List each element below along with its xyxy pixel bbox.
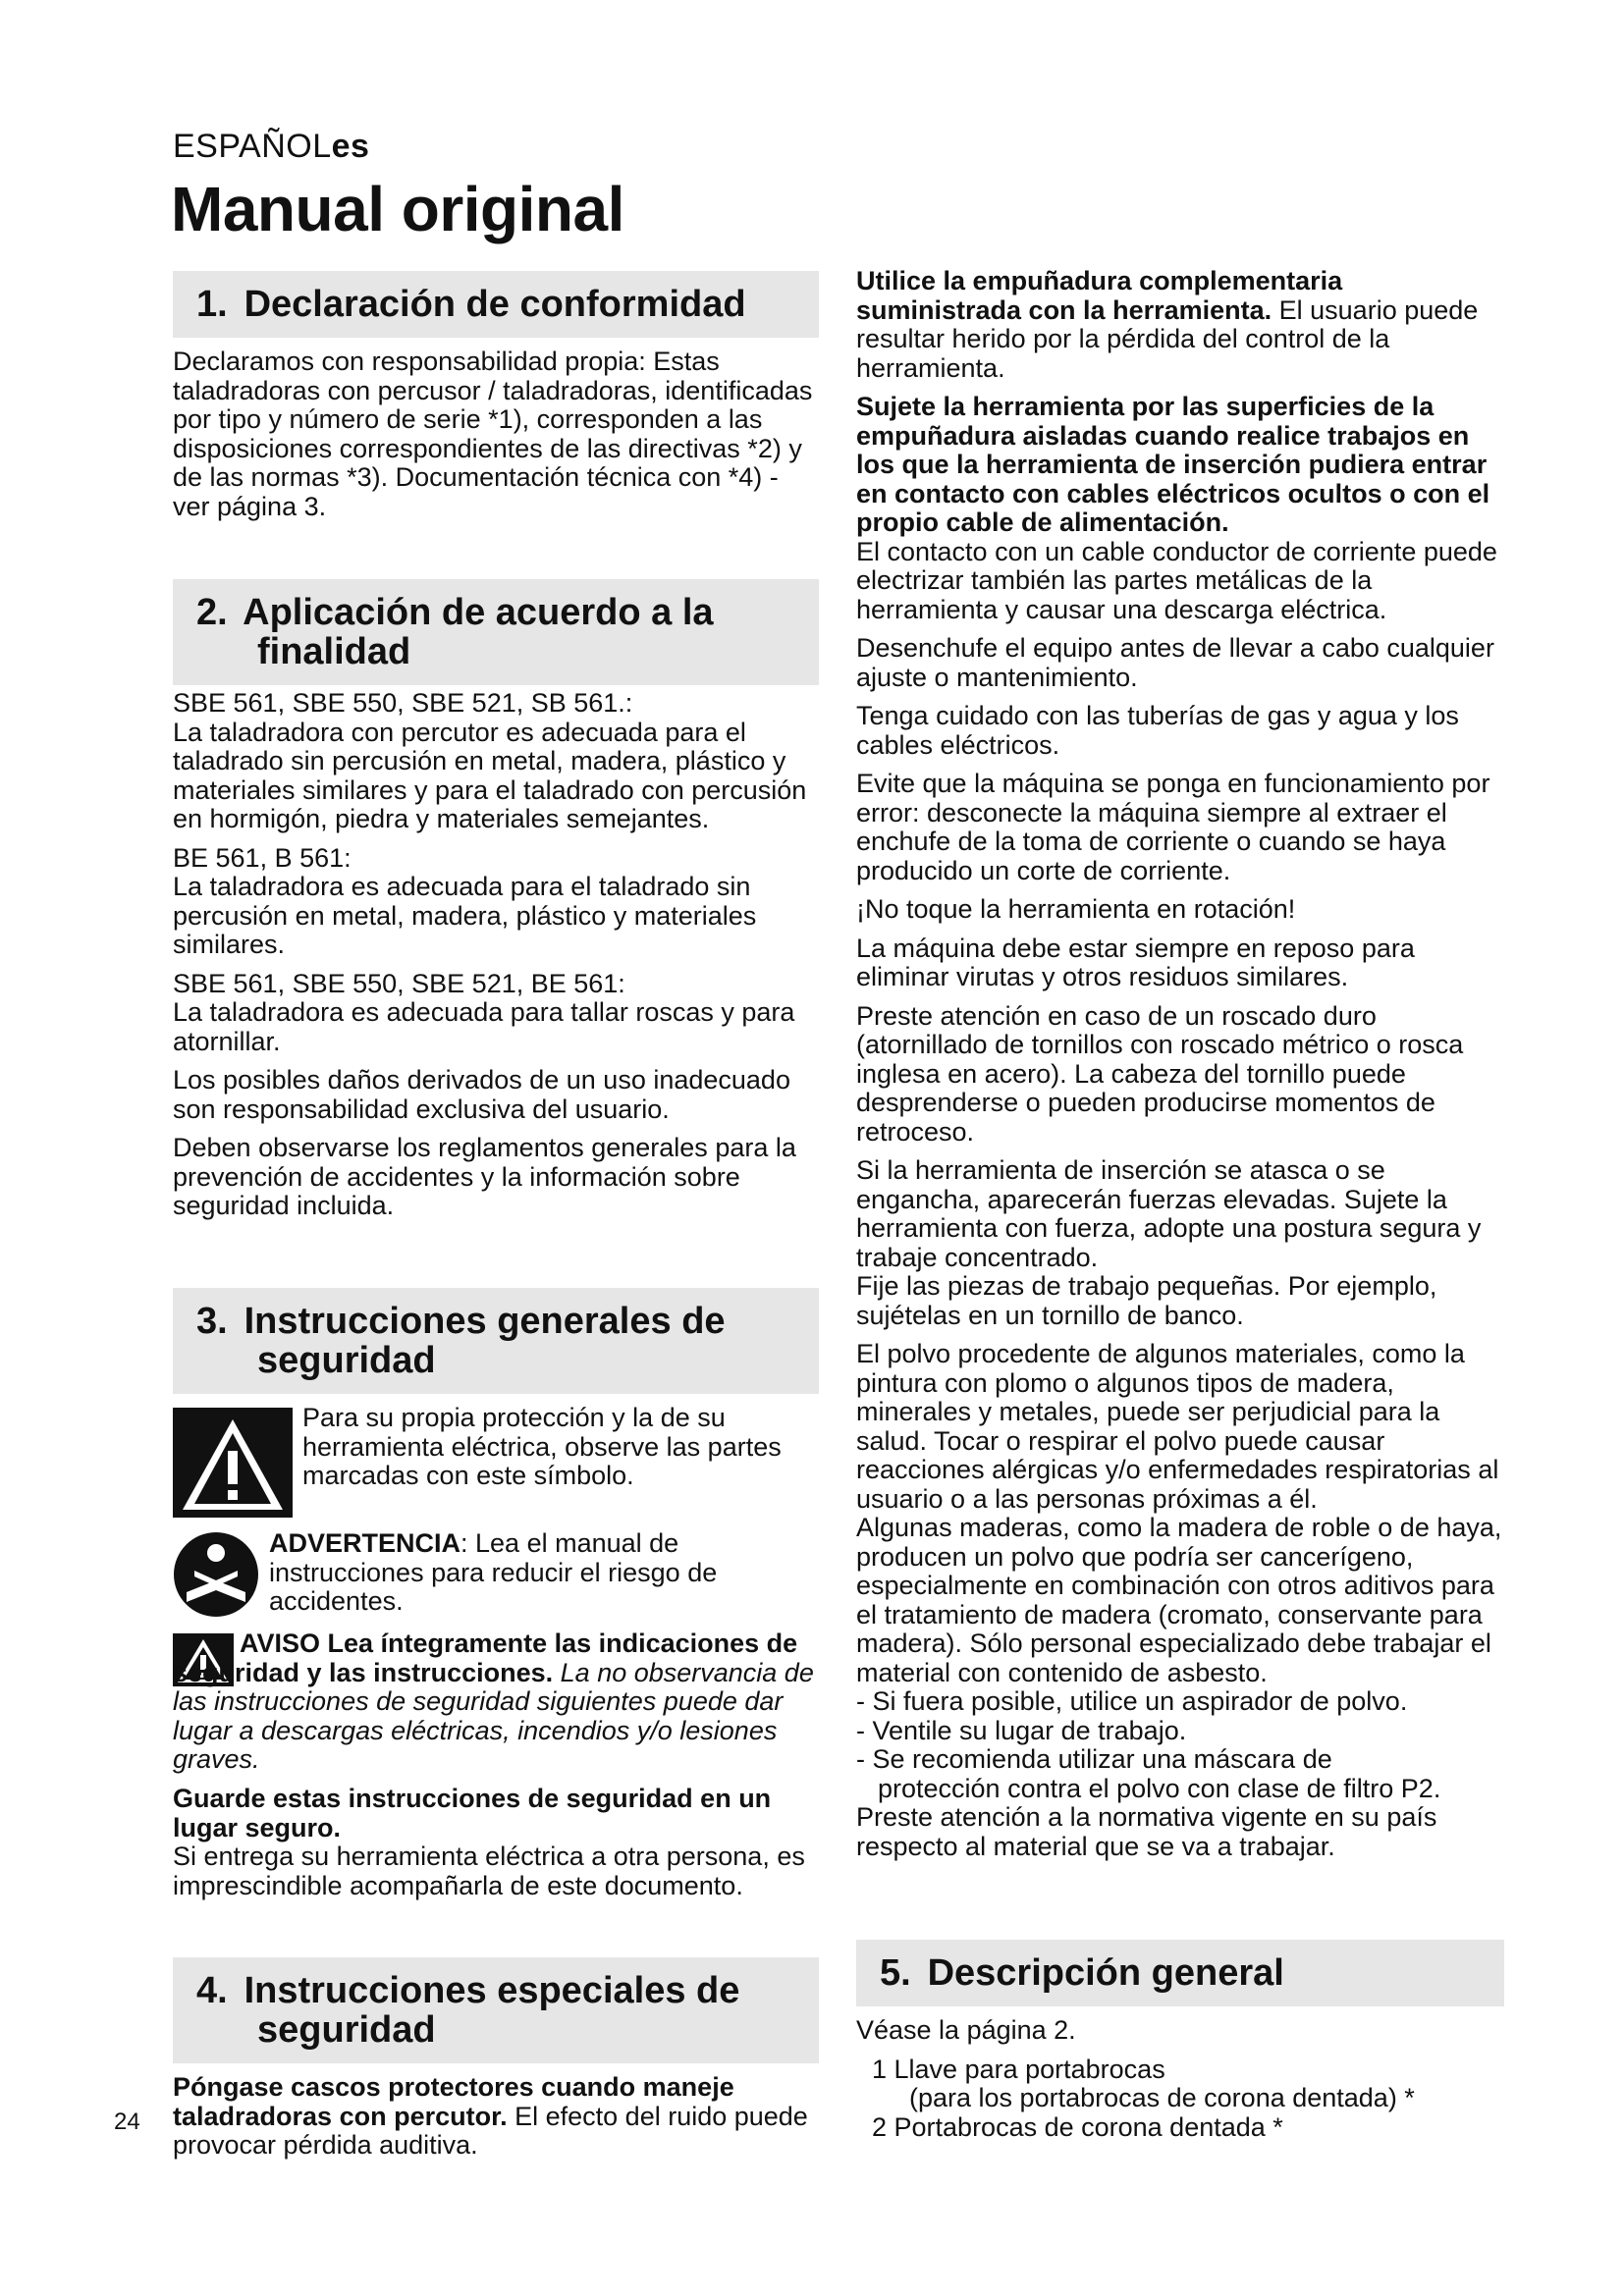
advertencia-text: ADVERTENCIA: Lea el manual de instrucciones para reducir el riesgo de accidentes. bbox=[269, 1528, 718, 1616]
section-5-text: Véase la página 2. 1 Llave para portabrocas (para los portabrocas de corona dentada) * 2 Portabrocas de corona dentada * bbox=[856, 2015, 1415, 2142]
section-heading-5: 5. Descripción general bbox=[856, 1940, 1504, 2006]
section-heading-1: 1. Declaración de conformidad bbox=[173, 271, 819, 338]
section-4-intro: Póngase cascos protectores cuando maneje taladradoras con percutor. El efecto del ruido puede provocar pérdida auditiva. bbox=[173, 2072, 808, 2160]
symbol-explanation: Para su propia protección y la de su herramienta eléctrica, observe las partes marcadas con este símbolo. bbox=[302, 1403, 782, 1490]
section-heading-4: 4. Instrucciones especiales de seguridad bbox=[173, 1957, 819, 2063]
page-number: 24 bbox=[114, 2109, 140, 2135]
warning-triangle-icon bbox=[173, 1408, 293, 1518]
aviso-text: AVISO Lea íntegramente las indicaciones de seguridad y las instrucciones. La no observancia de las instrucciones de seguridad siguientes puede dar lugar a descargas eléctricas, incendios y/o lesiones graves. bbox=[173, 1629, 814, 1774]
read-manual-icon bbox=[173, 1531, 259, 1618]
section-2-text: SBE 561, SBE 550, SBE 521, SB 561.: La taladradora con percutor es adecuada para el taladrado sin percusión en metal, madera, plástico y materiales similares y para el taladrado con percusión en hormigón, piedra y materiales semejantes. BE 561, B 561: La taladradora es adecuada para el taladrado sin percusión en metal, madera, plástico y materiales similares. SBE 561, SBE 550, SBE 521, BE 561: La taladradora es adecuada para tallar roscas y para atornillar. Los posibles daños derivados de un uso inadecuado son responsabilidad exclusiva del usuario. Deben observarse los reglamentos generales para la prevención de accidentes y la información sobre seguridad incluida. bbox=[173, 688, 807, 1220]
section-heading-2: 2. Aplicación de acuerdo a la finalidad bbox=[173, 579, 819, 685]
guarde-text: Guarde estas instrucciones de seguridad en un lugar seguro. Si entrega su herramienta eléctrica a otra persona, es imprescindible acompañarla de este documento. bbox=[173, 1784, 805, 1900]
section-4-continued: Utilice la empuñadura complementaria suministrada con la herramienta. El usuario puede resultar herido por la pérdida del control de la herramienta. Sujete la herramienta por las superficies de la empuñadura aisladas cuando realice trabajos en los que la herramienta de inserción pudiera entrar en contacto con cables eléctricos ocultos o con el propio cable de alimentación. El contacto con un cable conductor de corriente puede electrizar también las partes metálicas de la herramienta y causar una descarga eléctrica. Desenchufe el equipo antes de llevar a cabo cualquier ajuste o mantenimiento. Tenga cuidado con las tuberías de gas y agua y los cables eléctricos. Evite que la máquina se ponga en funcionamiento por error: desconecte la máquina siempre al extraer el enchufe de la toma de corriente o cuando se haya producido un corte de corriente. ¡No toque la herramienta en rotación! La máquina debe estar siempre en reposo para eliminar virutas y otros residuos similares. Preste atención en caso de un roscado duro (atornillado de tornillos con roscado métrico o rosca inglesa en acero). La cabeza del tornillo puede desprenderse o pueden producirse momentos de retroceso. Si la herramienta de inserción se atasca o se engancha, aparecerán fuerzas elevadas. Sujete la herramienta con fuerza, adopte una postura segura y trabaje concentrado. Fije las piezas de trabajo pequeñas. Por ejemplo, sujételas en un tornillo de banco. El polvo procedente de algunos materiales, como la pintura con plomo o algunos tipos de madera, minerales y metales, puede ser perjudicial para la salud. Tocar o respirar el polvo puede causar reacciones alérgicas y/o enfermedades respiratorias al usuario o a las personas próximas a él. Algunas maderas, como la madera de roble o de haya, producen un polvo que podría ser cancerígeno, especialmente en combinación con otros aditivos para el tratamiento de madera (cromato, conservante para madera). Sólo personal especializado debe trabajar el material con contenido de asbesto. - Si fuera posible, utilice un aspirador de polvo. - Ventile su lugar de trabajo. - Se recomienda utilizar una máscara de protección contra el polvo con clase de filtro P2. Preste atención a la normativa vigente en su país respecto al material que se va a trabajar. bbox=[856, 266, 1502, 1861]
language-label: ESPAÑOLes bbox=[173, 128, 370, 165]
section-heading-3: 3. Instrucciones generales de seguridad bbox=[173, 1288, 819, 1394]
page-title: Manual original bbox=[171, 174, 624, 244]
section-1-text: Declaramos con responsabilidad propia: Estas taladradoras con percusor / taladradoras, identificadas por tipo y número de serie *1), corresponden a las disposiciones correspondientes de las directivas *2) y de las normas *3). Documentación técnica con *4) - ver página 3. bbox=[173, 347, 813, 521]
